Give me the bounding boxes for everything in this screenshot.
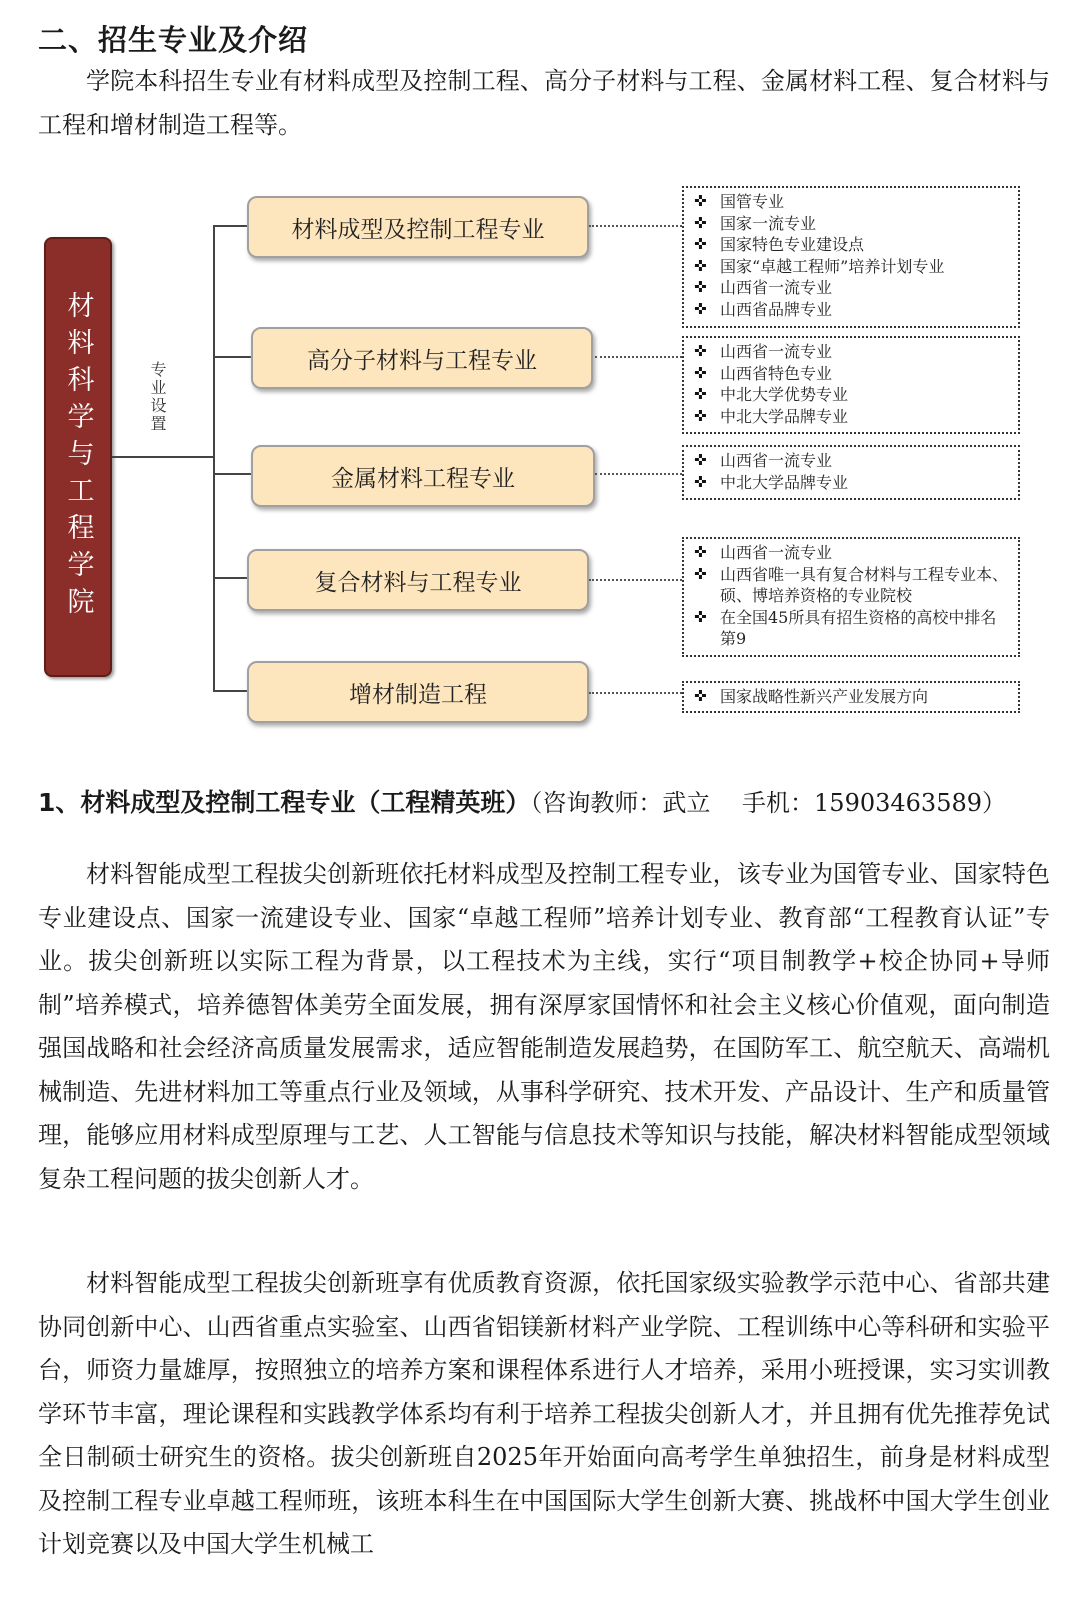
feature-item: ✜ 在全国45所具有招生资格的高校中排名第9: [694, 607, 1012, 650]
feature-item: ✜ 山西省品牌专业: [694, 299, 1012, 321]
feature-item: ✜ 山西省一流专业: [694, 450, 1012, 472]
connector-branch: [213, 577, 249, 579]
feature-item: ✜ 山西省特色专业: [694, 363, 1012, 385]
connector-branch: [213, 225, 249, 227]
branch-label: 专业设置: [148, 361, 167, 433]
feature-item: ✜ 山西省一流专业: [694, 277, 1012, 299]
feature-item: ✜ 山西省唯一具有复合材料与工程专业本、硕、博培养资格的专业院校: [694, 564, 1012, 607]
section-heading: 1、材料成型及控制工程专业（工程精英班）: [38, 788, 531, 817]
connector-spine: [213, 225, 215, 692]
feature-item: ✜ 国家“卓越工程师”培养计划专业: [694, 256, 1012, 278]
college-box: [44, 237, 112, 677]
feature-item: ✜ 国家一流专业: [694, 213, 1012, 235]
major-box: 材料成型及控制工程专业: [247, 196, 589, 258]
feature-item: ✜ 国家特色专业建设点: [694, 234, 1012, 256]
feature-connector: [589, 225, 682, 227]
feature-list: [682, 445, 1020, 500]
feature-item: ✜ 中北大学品牌专业: [694, 472, 1012, 494]
connector-branch: [213, 356, 251, 358]
connector-branch: [213, 690, 249, 692]
feature-item: ✜ 国管专业: [694, 191, 1012, 213]
feature-connector: [595, 473, 682, 475]
feature-connector: [595, 356, 682, 358]
feature-item: ✜ 中北大学优势专业: [694, 384, 1012, 406]
feature-connector: [589, 579, 682, 581]
college-name: 材料科学与工程学院: [62, 290, 94, 624]
feature-list: [682, 186, 1020, 328]
intro-paragraph: 学院本科招生专业有材料成型及控制工程、高分子材料与工程、金属材料工程、复合材料与工程和增材制造工程等。: [38, 67, 1050, 139]
feature-list: [682, 537, 1020, 657]
section-title: [38, 783, 1006, 819]
feature-item: ✜ 国家战略性新兴产业发展方向: [694, 686, 1012, 708]
connector-trunk: [112, 456, 214, 458]
major-box: 增材制造工程: [247, 661, 589, 723]
major-box: 高分子材料与工程专业: [251, 327, 593, 389]
major-box: 复合材料与工程专业: [247, 549, 589, 611]
body-paragraph: 材料智能成型工程拔尖创新班享有优质教育资源，依托国家级实验教学示范中心、省部共建协同创新中心、山西省重点实验室、山西省铝镁新材料产业学院、工程训练中心等科研和实验平台，师资力量雄厚，按照独立的培养方案和课程体系进行人才培养，采用小班授课，实习实训教学环节丰富，理论课程和实践教学体系均有利于培养工程拔尖创新人才，并且拥有优先推荐免试全日制硕士研究生的资格。拔尖创新班自2025年开始面向高考学生单独招生，前身是材料成型及控制工程专业卓越工程师班，该班本科生在中国国际大学生创新大赛、挑战杯中国大学生创业计划竞赛以及中国大学生机械工: [38, 1269, 1050, 1558]
feature-item: ✜ 山西省一流专业: [694, 341, 1012, 363]
feature-list: [682, 681, 1020, 713]
feature-list: [682, 336, 1020, 434]
feature-item: ✜ 山西省一流专业: [694, 542, 1012, 564]
contact-info: （咨询教师：武立 手机：15903463589）: [530, 789, 1006, 817]
feature-item: ✜ 中北大学品牌专业: [694, 406, 1012, 428]
major-diagram: [0, 175, 1080, 745]
connector-branch: [213, 473, 251, 475]
body-paragraph: 材料智能成型工程拔尖创新班依托材料成型及控制工程专业，该专业为国管专业、国家特色专业建设点、国家一流建设专业、国家“卓越工程师”培养计划专业、教育部“工程教育认证”专业。拔尖创新班以实际工程为背景，以工程技术为主线，实行“项目制教学+校企协同+导师制”培养模式，培养德智体美劳全面发展，拥有深厚家国情怀和社会主义核心价值观，面向制造强国战略和社会经济高质量发展需求，适应智能制造发展趋势，在国防军工、航空航天、高端机械制造、先进材料加工等重点行业及领域，从事科学研究、技术开发、产品设计、生产和质量管理，能够应用材料成型原理与工艺、人工智能与信息技术等知识与技能，解决材料智能成型领域复杂工程问题的拔尖创新人才。: [38, 860, 1050, 1193]
major-box: 金属材料工程专业: [251, 445, 595, 507]
feature-connector: [589, 692, 682, 694]
page-heading: 二、招生专业及介绍: [38, 23, 309, 57]
